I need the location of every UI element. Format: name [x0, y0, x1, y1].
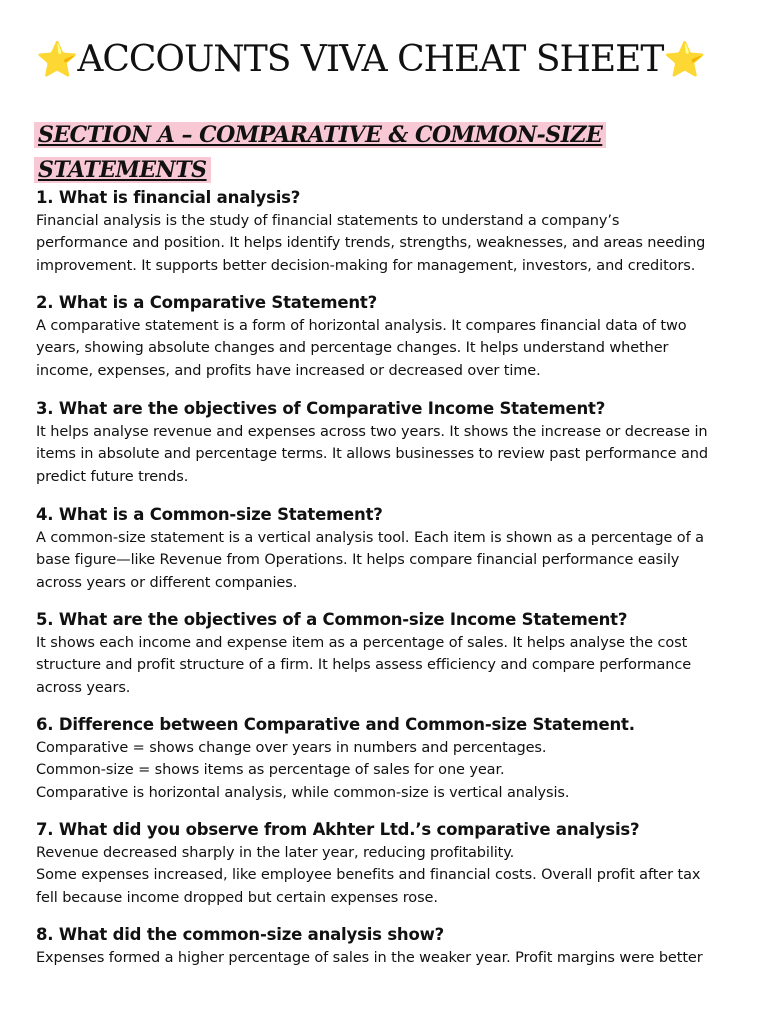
answer-6	[36, 737, 736, 804]
answer-line: base figure—like Revenue from Operations. It helps compare financial performance easily	[36, 552, 680, 569]
answer-3	[36, 421, 736, 488]
answer-line: income, expenses, and profits have increased or decreased over time.	[36, 362, 541, 379]
answer-line: Comparative = shows change over years in numbers and percentages.	[36, 740, 547, 756]
answer-line: items in absolute and percentage terms. It allows businesses to review past performance and	[36, 446, 708, 463]
qa-item-7	[36, 819, 736, 909]
answer-line: It shows each income and expense item as a percentage of sales. It helps analyse the cost	[36, 635, 688, 651]
page-title	[36, 38, 705, 82]
answer-line: predict future trends.	[36, 468, 189, 485]
title-text: ACCOUNTS VIVA CHEAT SHEET	[77, 39, 664, 80]
star-icon: ⭐	[36, 40, 78, 80]
answer-line: structure and profit structure of a firm. It helps assess efficiency and compare performance	[36, 657, 692, 674]
question-6: 6. Difference between Comparative and Common-size Statement.	[36, 715, 635, 734]
answer-line: It helps analyse revenue and expenses across two years. It shows the increase or decrease in	[36, 424, 708, 440]
answer-4	[36, 527, 736, 594]
answer-line: years, showing absolute changes and percentage changes. It helps understand whether	[36, 340, 669, 357]
answer-line: Expenses formed a higher percentage of sales in the weaker year. Profit margins were better	[36, 950, 703, 966]
section-heading	[34, 118, 634, 188]
section-heading-line1: SECTION A – COMPARATIVE & COMMON-SIZE	[34, 122, 606, 148]
answer-line: improvement. It supports better decision-making for management, investors, and creditors.	[36, 257, 696, 274]
answer-line: Common-size = shows items as percentage of sales for one year.	[36, 762, 505, 779]
question-8: 8. What did the common-size analysis show?	[36, 925, 445, 944]
answer-1	[36, 210, 736, 277]
answer-line: across years or different companies.	[36, 574, 298, 591]
qa-item-3	[36, 398, 736, 488]
answer-line: A common-size statement is a vertical analysis tool. Each item is shown as a percentage of a	[36, 530, 704, 546]
qa-item-6	[36, 714, 736, 804]
answer-line: fell because income dropped but certain expenses rose.	[36, 889, 438, 906]
qa-item-8	[36, 924, 736, 969]
qa-item-2	[36, 292, 736, 382]
answer-line: across years.	[36, 679, 131, 696]
answer-line: Some expenses increased, like employee benefits and financial costs. Overall profit after tax	[36, 867, 701, 884]
answer-5	[36, 632, 736, 699]
question-4: 4. What is a Common-size Statement?	[36, 505, 383, 524]
question-1: 1. What is financial analysis?	[36, 188, 301, 207]
answer-7	[36, 842, 736, 909]
question-7: 7. What did you observe from Akhter Ltd.’s comparative analysis?	[36, 820, 640, 839]
answer-line: performance and position. It helps identify trends, strengths, weaknesses, and areas needing	[36, 235, 706, 252]
answer-8	[36, 947, 736, 969]
answer-line: Financial analysis is the study of financial statements to understand a company’s	[36, 213, 620, 229]
answer-line: A comparative statement is a form of horizontal analysis. It compares financial data of two	[36, 318, 687, 334]
qa-item-1	[36, 187, 736, 277]
question-5: 5. What are the objectives of a Common-size Income Statement?	[36, 610, 628, 629]
question-2: 2. What is a Comparative Statement?	[36, 293, 377, 312]
answer-line: Revenue decreased sharply in the later year, reducing profitability.	[36, 845, 515, 861]
question-3: 3. What are the objectives of Comparative Income Statement?	[36, 399, 606, 418]
star-icon: ⭐	[663, 40, 705, 80]
answer-2	[36, 315, 736, 382]
answer-line: Comparative is horizontal analysis, while common-size is vertical analysis.	[36, 784, 570, 801]
qa-item-5	[36, 609, 736, 699]
qa-item-4	[36, 504, 736, 594]
section-heading-line2: STATEMENTS	[34, 157, 211, 183]
